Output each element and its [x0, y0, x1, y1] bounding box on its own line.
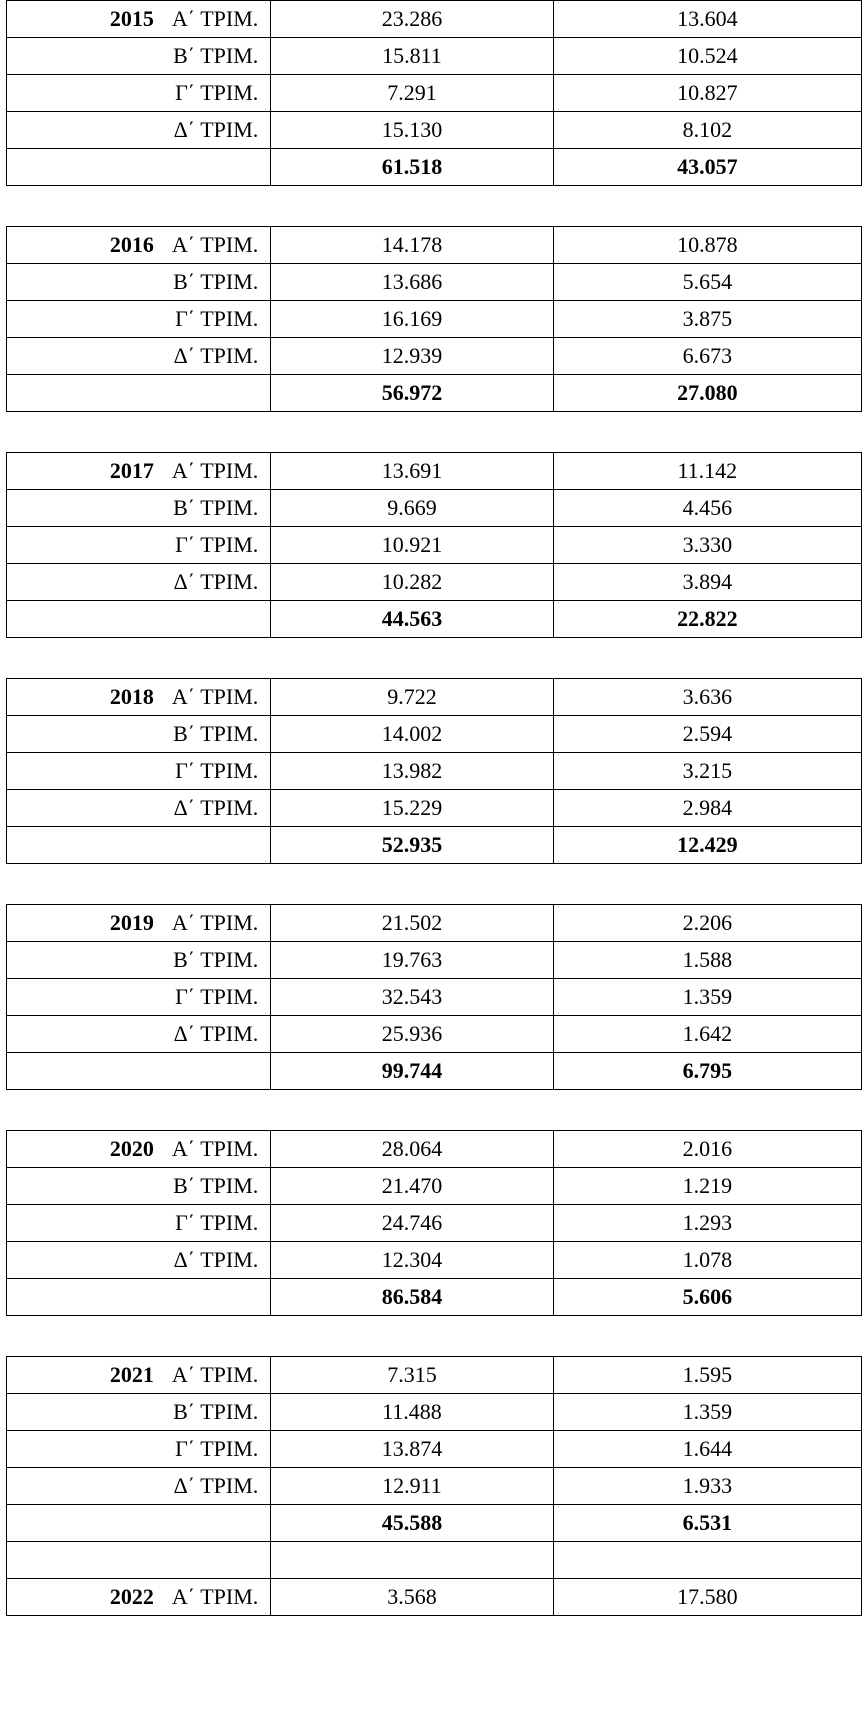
value-b-cell: 1.359 — [553, 979, 861, 1016]
value-a-cell: 12.939 — [271, 338, 553, 375]
year-label: 2021 — [109, 1362, 154, 1387]
value-a-cell: 13.982 — [271, 753, 553, 790]
value-b-cell: 1.933 — [553, 1468, 861, 1505]
quarter-label-cell — [7, 1579, 271, 1616]
quarter-label: Β΄ ΤΡΙΜ. — [173, 721, 259, 746]
year-label: 2018 — [109, 684, 154, 709]
quarter-label-cell — [7, 753, 271, 790]
quarter-label: Β΄ ΤΡΙΜ. — [173, 43, 259, 68]
value-a-cell: 13.874 — [271, 1431, 553, 1468]
value-a-cell: 21.502 — [271, 905, 553, 942]
table-row — [7, 75, 862, 112]
table-row — [7, 716, 862, 753]
quarter-label-cell — [7, 1168, 271, 1205]
quarterly-table — [6, 0, 862, 1616]
empty-cell — [553, 1542, 861, 1579]
value-b-cell: 10.524 — [553, 38, 861, 75]
quarter-label: Δ΄ ΤΡΙΜ. — [173, 795, 259, 820]
empty-cell — [7, 1505, 271, 1542]
quarter-label: Γ΄ ΤΡΙΜ. — [175, 80, 259, 105]
table-row — [7, 1205, 862, 1242]
value-b-cell: 10.878 — [553, 227, 861, 264]
total-row — [7, 1505, 862, 1542]
total-b-cell: 6.795 — [553, 1053, 861, 1090]
quarter-label-cell — [7, 338, 271, 375]
quarter-label-cell — [7, 1431, 271, 1468]
value-b-cell: 10.827 — [553, 75, 861, 112]
empty-cell — [7, 601, 271, 638]
quarter-label: Δ΄ ΤΡΙΜ. — [173, 569, 259, 594]
table-row — [7, 301, 862, 338]
value-a-cell: 13.686 — [271, 264, 553, 301]
quarter-label-cell — [7, 112, 271, 149]
value-a-cell: 13.691 — [271, 453, 553, 490]
quarter-label: Α΄ ΤΡΙΜ. — [171, 684, 259, 709]
value-a-cell: 10.282 — [271, 564, 553, 601]
value-b-cell: 2.594 — [553, 716, 861, 753]
value-b-cell: 1.595 — [553, 1357, 861, 1394]
value-a-cell: 15.130 — [271, 112, 553, 149]
value-a-cell: 25.936 — [271, 1016, 553, 1053]
value-b-cell: 3.875 — [553, 301, 861, 338]
quarter-label: Β΄ ΤΡΙΜ. — [173, 1173, 259, 1198]
quarter-label: Γ΄ ΤΡΙΜ. — [175, 1210, 259, 1235]
value-a-cell: 10.921 — [271, 527, 553, 564]
year-block-2017 — [6, 452, 862, 638]
year-block-2021 — [6, 1356, 862, 1616]
value-b-cell: 1.359 — [553, 1394, 861, 1431]
table-row — [7, 338, 862, 375]
year-label: 2022 — [109, 1584, 154, 1609]
total-b-cell: 43.057 — [553, 149, 861, 186]
total-a-cell: 44.563 — [271, 601, 553, 638]
quarter-label-cell — [7, 527, 271, 564]
total-b-cell: 22.822 — [553, 601, 861, 638]
quarter-label-cell — [7, 490, 271, 527]
quarter-label-cell — [7, 716, 271, 753]
quarter-label-cell — [7, 227, 271, 264]
quarter-label-cell — [7, 1131, 271, 1168]
quarter-label-cell — [7, 38, 271, 75]
table-row — [7, 942, 862, 979]
table-row — [7, 1131, 862, 1168]
value-a-cell: 14.002 — [271, 716, 553, 753]
quarter-label-cell — [7, 905, 271, 942]
total-b-cell: 5.606 — [553, 1279, 861, 1316]
quarter-label: Γ΄ ΤΡΙΜ. — [175, 532, 259, 557]
year-label: 2016 — [109, 232, 154, 257]
quarter-label: Β΄ ΤΡΙΜ. — [173, 947, 259, 972]
value-b-cell: 1.644 — [553, 1431, 861, 1468]
quarter-label-cell — [7, 1468, 271, 1505]
total-b-cell: 6.531 — [553, 1505, 861, 1542]
empty-cell — [7, 375, 271, 412]
quarter-label: Α΄ ΤΡΙΜ. — [171, 910, 259, 935]
value-b-cell: 1.293 — [553, 1205, 861, 1242]
value-a-cell: 7.291 — [271, 75, 553, 112]
total-row — [7, 1279, 862, 1316]
table-row — [7, 1394, 862, 1431]
value-b-cell: 1.642 — [553, 1016, 861, 1053]
empty-cell — [7, 1279, 271, 1316]
total-row — [7, 827, 862, 864]
value-b-cell: 2.984 — [553, 790, 861, 827]
value-b-cell: 3.330 — [553, 527, 861, 564]
year-block-2015 — [6, 0, 862, 186]
quarter-label: Β΄ ΤΡΙΜ. — [173, 495, 259, 520]
quarter-label-cell — [7, 1394, 271, 1431]
quarter-label: Δ΄ ΤΡΙΜ. — [173, 343, 259, 368]
table-row — [7, 753, 862, 790]
value-b-cell: 1.219 — [553, 1168, 861, 1205]
table-row — [7, 1242, 862, 1279]
value-b-cell: 2.016 — [553, 1131, 861, 1168]
quarter-label: Γ΄ ΤΡΙΜ. — [175, 758, 259, 783]
quarter-label-cell — [7, 1205, 271, 1242]
quarter-label: Α΄ ΤΡΙΜ. — [171, 1584, 259, 1609]
value-b-cell: 13.604 — [553, 1, 861, 38]
value-a-cell: 7.315 — [271, 1357, 553, 1394]
table-row — [7, 1357, 862, 1394]
total-b-cell: 27.080 — [553, 375, 861, 412]
total-a-cell: 45.588 — [271, 1505, 553, 1542]
year-label: 2019 — [109, 910, 154, 935]
value-a-cell: 12.304 — [271, 1242, 553, 1279]
value-b-cell: 3.894 — [553, 564, 861, 601]
year-label: 2020 — [109, 1136, 154, 1161]
value-a-cell: 3.568 — [271, 1579, 553, 1616]
value-a-cell: 14.178 — [271, 227, 553, 264]
quarter-label: Δ΄ ΤΡΙΜ. — [173, 1021, 259, 1046]
quarter-label: Γ΄ ΤΡΙΜ. — [175, 1436, 259, 1461]
value-b-cell: 1.588 — [553, 942, 861, 979]
table-row — [7, 1, 862, 38]
value-a-cell: 15.229 — [271, 790, 553, 827]
quarter-label-cell — [7, 75, 271, 112]
quarter-label-cell — [7, 979, 271, 1016]
quarter-label: Δ΄ ΤΡΙΜ. — [173, 117, 259, 142]
quarter-label-cell — [7, 564, 271, 601]
total-b-cell: 12.429 — [553, 827, 861, 864]
value-b-cell: 1.078 — [553, 1242, 861, 1279]
quarter-label-cell — [7, 942, 271, 979]
quarter-label-cell — [7, 790, 271, 827]
value-a-cell: 16.169 — [271, 301, 553, 338]
year-label: 2017 — [109, 458, 154, 483]
quarter-label: Δ΄ ΤΡΙΜ. — [173, 1473, 259, 1498]
quarter-label-cell — [7, 1016, 271, 1053]
year-block-2019 — [6, 904, 862, 1090]
total-row — [7, 601, 862, 638]
table-row — [7, 1168, 862, 1205]
table-row — [7, 979, 862, 1016]
quarter-label-cell — [7, 1357, 271, 1394]
quarter-label: Α΄ ΤΡΙΜ. — [171, 1362, 259, 1387]
table-row — [7, 1016, 862, 1053]
quarter-label: Δ΄ ΤΡΙΜ. — [173, 1247, 259, 1272]
year-block-2016 — [6, 226, 862, 412]
value-b-cell: 2.206 — [553, 905, 861, 942]
table-row — [7, 112, 862, 149]
value-a-cell: 24.746 — [271, 1205, 553, 1242]
quarter-label: Β΄ ΤΡΙΜ. — [173, 269, 259, 294]
quarter-label: Α΄ ΤΡΙΜ. — [171, 458, 259, 483]
value-b-cell: 8.102 — [553, 112, 861, 149]
value-a-cell: 15.811 — [271, 38, 553, 75]
table-row — [7, 453, 862, 490]
table-row — [7, 490, 862, 527]
table-row — [7, 1431, 862, 1468]
value-a-cell: 9.722 — [271, 679, 553, 716]
total-a-cell: 99.744 — [271, 1053, 553, 1090]
quarter-label: Α΄ ΤΡΙΜ. — [171, 1136, 259, 1161]
quarter-label: Α΄ ΤΡΙΜ. — [171, 6, 259, 31]
quarter-label-cell — [7, 264, 271, 301]
table-row — [7, 790, 862, 827]
total-row — [7, 149, 862, 186]
blank-row — [7, 1542, 862, 1579]
quarter-label: Β΄ ΤΡΙΜ. — [173, 1399, 259, 1424]
quarter-label: Α΄ ΤΡΙΜ. — [171, 232, 259, 257]
total-row — [7, 1053, 862, 1090]
quarter-label-cell — [7, 453, 271, 490]
value-b-cell: 4.456 — [553, 490, 861, 527]
value-a-cell: 12.911 — [271, 1468, 553, 1505]
total-a-cell: 56.972 — [271, 375, 553, 412]
quarter-label-cell — [7, 1242, 271, 1279]
value-b-cell: 6.673 — [553, 338, 861, 375]
table-row — [7, 38, 862, 75]
empty-cell — [7, 1053, 271, 1090]
value-b-cell: 3.215 — [553, 753, 861, 790]
quarter-label-cell — [7, 679, 271, 716]
year-block-2020 — [6, 1130, 862, 1316]
value-a-cell: 32.543 — [271, 979, 553, 1016]
empty-cell — [7, 827, 271, 864]
empty-cell — [7, 149, 271, 186]
quarter-label: Γ΄ ΤΡΙΜ. — [175, 984, 259, 1009]
year-block-2018 — [6, 678, 862, 864]
table-row — [7, 1579, 862, 1616]
value-a-cell: 21.470 — [271, 1168, 553, 1205]
year-label: 2015 — [109, 6, 154, 31]
quarter-label-cell — [7, 1, 271, 38]
value-a-cell: 11.488 — [271, 1394, 553, 1431]
table-row — [7, 1468, 862, 1505]
quarter-label-cell — [7, 301, 271, 338]
total-a-cell: 86.584 — [271, 1279, 553, 1316]
value-a-cell: 9.669 — [271, 490, 553, 527]
table-row — [7, 679, 862, 716]
total-row — [7, 375, 862, 412]
table-row — [7, 564, 862, 601]
table-row — [7, 264, 862, 301]
total-a-cell: 52.935 — [271, 827, 553, 864]
value-b-cell: 17.580 — [553, 1579, 861, 1616]
quarter-label: Γ΄ ΤΡΙΜ. — [175, 306, 259, 331]
value-b-cell: 3.636 — [553, 679, 861, 716]
value-a-cell: 19.763 — [271, 942, 553, 979]
empty-cell — [271, 1542, 553, 1579]
empty-cell — [7, 1542, 271, 1579]
table-row — [7, 905, 862, 942]
value-a-cell: 28.064 — [271, 1131, 553, 1168]
value-b-cell: 11.142 — [553, 453, 861, 490]
value-b-cell: 5.654 — [553, 264, 861, 301]
total-a-cell: 61.518 — [271, 149, 553, 186]
table-row — [7, 527, 862, 564]
value-a-cell: 23.286 — [271, 1, 553, 38]
table-row — [7, 227, 862, 264]
